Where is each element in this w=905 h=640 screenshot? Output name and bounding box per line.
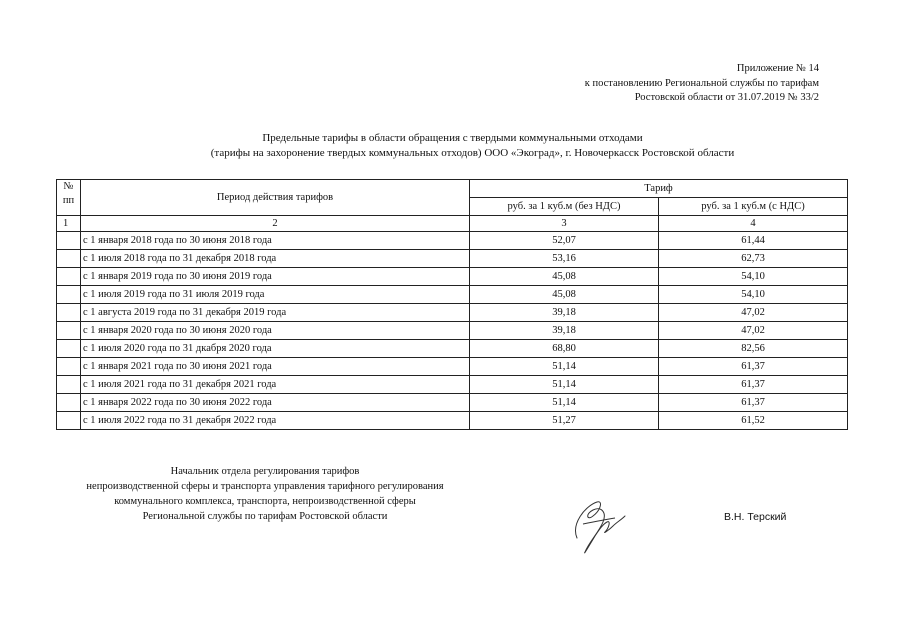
row-number-cell (57, 232, 81, 250)
header-tariff: Тариф (470, 180, 848, 198)
signer-line-1: Начальник отдела регулирования тарифов (170, 466, 360, 477)
table-row (57, 250, 848, 268)
row-number-cell (57, 394, 81, 412)
tariff-table (56, 179, 848, 430)
row-number-cell (57, 358, 81, 376)
table-row (57, 268, 848, 286)
table-row (57, 232, 848, 250)
tariff-no-vat-cell: 51,14 (470, 358, 659, 376)
table-row (57, 286, 848, 304)
tariff-no-vat-cell: 39,18 (470, 304, 659, 322)
tariff-with-vat-cell: 47,02 (659, 322, 848, 340)
signer-name: В.Н. Терский (724, 511, 787, 523)
tariff-no-vat-cell: 51,14 (470, 394, 659, 412)
tariff-with-vat-cell: 61,52 (659, 412, 848, 430)
title-line-2: (тарифы на захоронение твердых коммунальных отходов) ООО «Экоград», г. Новочеркасск Ростовской области (210, 146, 735, 159)
row-number-cell (57, 268, 81, 286)
appendix-header (499, 62, 819, 106)
signer-position (50, 464, 480, 524)
document-title (0, 131, 905, 160)
period-cell: с 1 июля 2020 года по 31 дкабря 2020 года (81, 340, 470, 358)
row-number-cell (57, 322, 81, 340)
period-cell: с 1 июля 2022 года по 31 декабря 2022 года (81, 412, 470, 430)
table-row (57, 322, 848, 340)
row-number-cell (57, 250, 81, 268)
signature-icon (563, 494, 633, 558)
row-number-cell (57, 304, 81, 322)
column-index: 2 (81, 216, 470, 232)
period-cell: с 1 января 2022 года по 30 июня 2022 года (81, 394, 470, 412)
tariff-no-vat-cell: 51,27 (470, 412, 659, 430)
signer-line-3: коммунального комплекса, транспорта, непроизводственной сферы (114, 496, 416, 507)
column-index: 4 (659, 216, 848, 232)
tariff-with-vat-cell: 54,10 (659, 268, 848, 286)
row-number-cell (57, 286, 81, 304)
tariff-with-vat-cell: 54,10 (659, 286, 848, 304)
tariff-with-vat-cell: 61,44 (659, 232, 848, 250)
column-index: 1 (57, 216, 81, 232)
tariff-no-vat-cell: 51,14 (470, 376, 659, 394)
tariff-with-vat-cell: 47,02 (659, 304, 848, 322)
signer-line-4: Региональной службы по тарифам Ростовской области (142, 511, 388, 522)
appendix-number: Приложение № 14 (736, 63, 819, 74)
tariff-no-vat-cell: 53,16 (470, 250, 659, 268)
tariff-with-vat-cell: 61,37 (659, 376, 848, 394)
appendix-date: Ростовской области от 31.07.2019 № 33/2 (634, 92, 819, 103)
tariff-with-vat-cell: 61,37 (659, 358, 848, 376)
period-cell: с 1 июля 2018 года по 31 декабря 2018 года (81, 250, 470, 268)
tariff-with-vat-cell: 82,56 (659, 340, 848, 358)
header-number-pp: пп (62, 195, 75, 206)
period-cell: с 1 января 2018 года по 30 июня 2018 года (81, 232, 470, 250)
column-index-row (57, 216, 848, 232)
table-row (57, 412, 848, 430)
table-row (57, 358, 848, 376)
tariff-no-vat-cell: 52,07 (470, 232, 659, 250)
period-cell: с 1 августа 2019 года по 31 декабря 2019 года (81, 304, 470, 322)
appendix-resolution: к постановлению Региональной службы по тарифам (584, 77, 819, 89)
tariff-no-vat-cell: 45,08 (470, 268, 659, 286)
period-cell: с 1 июля 2019 года по 31 июля 2019 года (81, 286, 470, 304)
column-index: 3 (470, 216, 659, 232)
tariff-with-vat-cell: 61,37 (659, 394, 848, 412)
row-number-cell (57, 340, 81, 358)
signer-line-2: непроизводственной сферы и транспорта управления тарифного регулирования (86, 481, 444, 492)
header-number (57, 180, 81, 216)
period-cell: с 1 июля 2021 года по 31 декабря 2021 года (81, 376, 470, 394)
header-with-vat: руб. за 1 куб.м (с НДС) (659, 198, 848, 216)
tariff-no-vat-cell: 68,80 (470, 340, 659, 358)
row-number-cell (57, 376, 81, 394)
tariff-no-vat-cell: 39,18 (470, 322, 659, 340)
title-line-1: Предельные тарифы в области обращения с твердыми коммунальными отходами (262, 132, 643, 144)
tariff-with-vat-cell: 62,73 (659, 250, 848, 268)
header-number-sign: № (63, 181, 74, 192)
period-cell: с 1 января 2021 года по 30 июня 2021 года (81, 358, 470, 376)
table-row (57, 340, 848, 358)
period-cell: с 1 января 2019 года по 30 июня 2019 года (81, 268, 470, 286)
table-row (57, 394, 848, 412)
period-cell: с 1 января 2020 года по 30 июня 2020 года (81, 322, 470, 340)
tariff-no-vat-cell: 45,08 (470, 286, 659, 304)
table-row (57, 304, 848, 322)
row-number-cell (57, 412, 81, 430)
header-no-vat: руб. за 1 куб.м (без НДС) (470, 198, 659, 216)
table-row (57, 376, 848, 394)
header-period: Период действия тарифов (81, 180, 470, 216)
